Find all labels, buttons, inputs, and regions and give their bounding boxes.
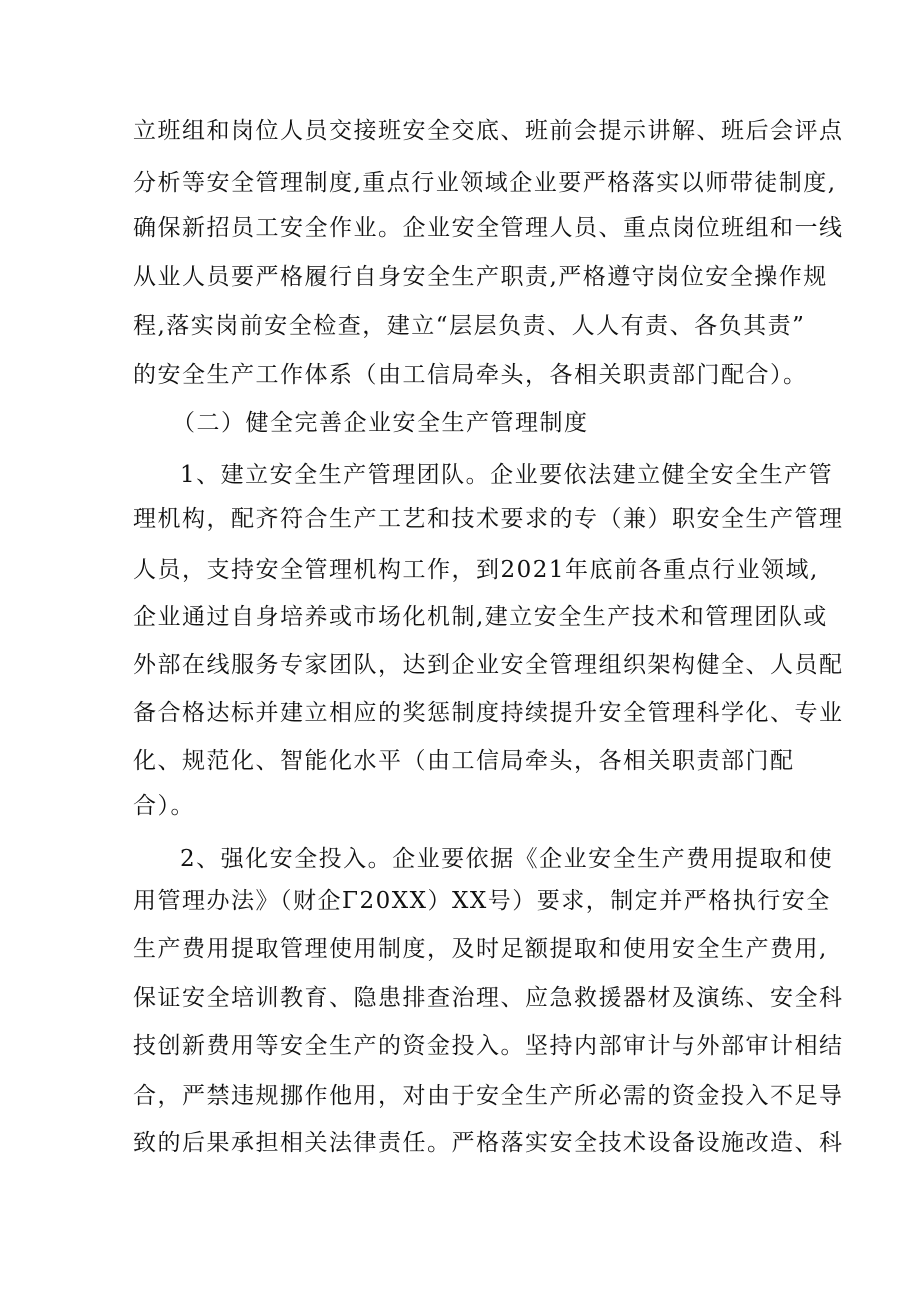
text-line: 保证安全培训教育、隐患排查治理、应急救援器材及演练、安全科 bbox=[133, 985, 844, 1011]
text-line: 人员，支持安全管理机构工作，到2021年底前各重点行业领域, bbox=[133, 557, 819, 583]
text-line: 技创新费用等安全生产的资金投入。坚持内部审计与外部审计相结 bbox=[133, 1033, 844, 1059]
text-line: 程,落实岗前安全检查，建立“层层负责、人人有责、各负其责” bbox=[133, 313, 806, 339]
text-line: 化、规范化、智能化水平（由工信局牵头，各相关职责部门配 bbox=[133, 748, 795, 774]
text-line: 的安全生产工作体系（由工信局牵头，各相关职责部门配合）。 bbox=[133, 362, 808, 388]
section-heading: （二）健全完善企业安全生产管理制度 bbox=[172, 410, 589, 436]
text-line: 致的后果承担相关法律责任。严格落实安全技术设备设施改造、科 bbox=[133, 1130, 844, 1156]
text-line: 1、建立安全生产管理团队。企业要依法建立健全安全生产管 bbox=[180, 462, 834, 488]
text-line: 外部在线服务专家团队，达到企业安全管理组织架构健全、人员配 bbox=[133, 652, 844, 678]
text-line: 立班组和岗位人员交接班安全交底、班前会提示讲解、班后会评点 bbox=[133, 118, 844, 144]
text-line: 从业人员要严格履行自身安全生产职责,严格遵守岗位安全操作规 bbox=[133, 264, 828, 290]
text-line: 分析等安全管理制度,重点行业领域企业要严格落实以师带徒制度, bbox=[133, 170, 837, 196]
text-line: 企业通过自身培养或市场化机制,建立安全生产技术和管理团队或 bbox=[133, 604, 828, 630]
text-line: 理机构，配齐符合生产工艺和技术要求的专（兼）职安全生产管理 bbox=[133, 506, 844, 532]
text-line: 备合格达标并建立相应的奖惩制度持续提升安全管理科学化、专业 bbox=[133, 700, 844, 726]
text-line: 合，严禁违规挪作他用，对由于安全生产所必需的资金投入不足导 bbox=[133, 1083, 844, 1109]
text-line: 用管理办法》（财企Γ20XX）XX号）要求，制定并严格执行安全 bbox=[133, 888, 831, 914]
text-line: 生产费用提取管理使用制度，及时足额提取和使用安全生产费用, bbox=[133, 936, 828, 962]
text-line: 合）。 bbox=[133, 793, 195, 819]
text-line: 2、强化安全投入。企业要依据《企业安全生产费用提取和使 bbox=[180, 846, 834, 872]
text-line: 确保新招员工安全作业。企业安全管理人员、重点岗位班组和一线 bbox=[133, 215, 844, 241]
